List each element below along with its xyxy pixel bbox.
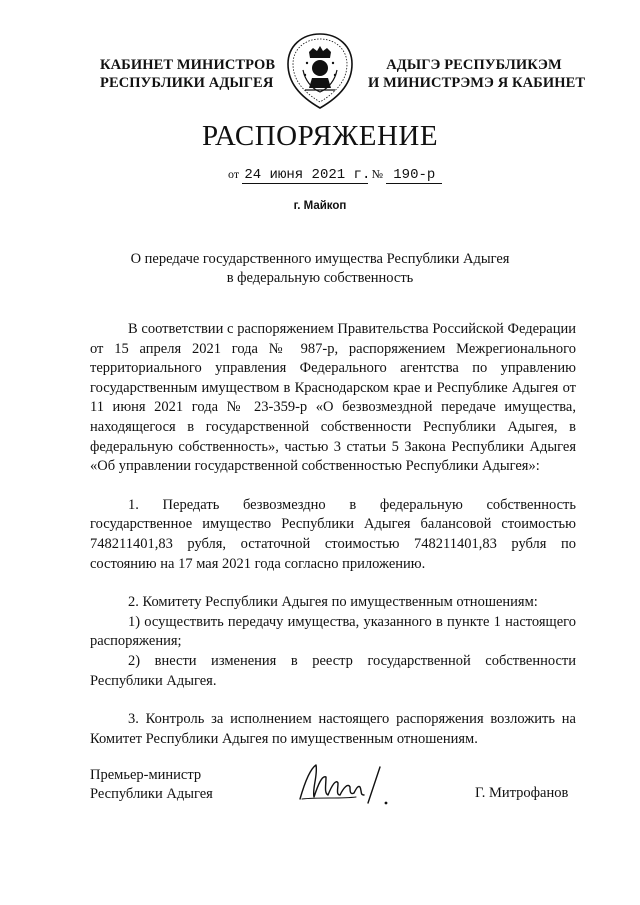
date-number-line — [228, 166, 488, 184]
position-line-1: Премьер-министр — [90, 767, 202, 783]
handwritten-signature — [290, 755, 400, 810]
subject-line-1: О передаче государственного имущества Республики Адыгея — [130, 251, 510, 267]
header-left-line-2: РЕСПУБЛИКИ АДЫГЕЯ — [100, 75, 274, 91]
document-body — [90, 320, 576, 749]
item-3-paragraph: 3. Контроль за исполнением настоящего распоряжения возложить на Комитет Республики Адыгея по имущественным отношениям. — [90, 711, 576, 747]
item-2-1-paragraph: 1) осуществить передачу имущества, указанного в пункте 1 настоящего распоряжения; — [90, 613, 576, 650]
republic-emblem-icon — [283, 30, 357, 112]
document-type-title: РАСПОРЯЖЕНИЕ — [201, 120, 439, 152]
date-from-label: от — [228, 167, 240, 181]
header-right — [368, 56, 586, 92]
document-number: 190-р — [386, 167, 442, 184]
item-1-paragraph: 1. Передать безвозмездно в федеральную собственность государственное имущество Республики Адыгея балансовой стоимостью 748211401,83 рубля, остаточной стоимостью 748211401,83 рубля по состоянию на 17 мая 2021 года согласно приложению. — [90, 496, 576, 572]
subject-line-2: в федеральную собственность — [226, 270, 414, 286]
document-subject — [100, 250, 540, 288]
signatory-name: Г. Митрофанов — [475, 785, 569, 801]
header-right-line-2: И МИНИСТРЭМЭ Я КАБИНЕТ — [368, 75, 586, 91]
preamble-paragraph: В соответствии с распоряжением Правительства Российской Федерации от 15 апреля 2021 года № 987-р, распоряжением Межрегионального территориального управления Федерального агентства по управлению государственным имуществом в Краснодарском крае и Республике Адыгея от 11 июня 2021 года № 23-359-р «О безвозмездной передаче имущества, находящегося в государственной собственности Республики Адыгея, в федеральную собственность», частью 3 статьи 5 Закона Республики Адыгея «Об управлении государственной собственностью Республики Адыгея»: — [90, 321, 576, 475]
document-date: 24 июня 2021 г. — [244, 167, 371, 183]
number-label: № — [371, 167, 384, 181]
header-left-line-1: КАБИНЕТ МИНИСТРОВ — [100, 57, 276, 73]
item-2-2-paragraph: 2) внести изменения в реестр государственной собственности Республики Адыгея. — [90, 652, 576, 689]
header-left — [100, 56, 276, 92]
city: г. Майкоп — [293, 200, 347, 212]
signatory-position — [90, 766, 213, 804]
position-line-2: Республики Адыгея — [90, 786, 213, 802]
header-right-line-1: АДЫГЭ РЕСПУБЛИКЭМ — [386, 57, 562, 73]
item-2-paragraph: 2. Комитету Республики Адыгея по имущественным отношениям: — [128, 594, 538, 611]
